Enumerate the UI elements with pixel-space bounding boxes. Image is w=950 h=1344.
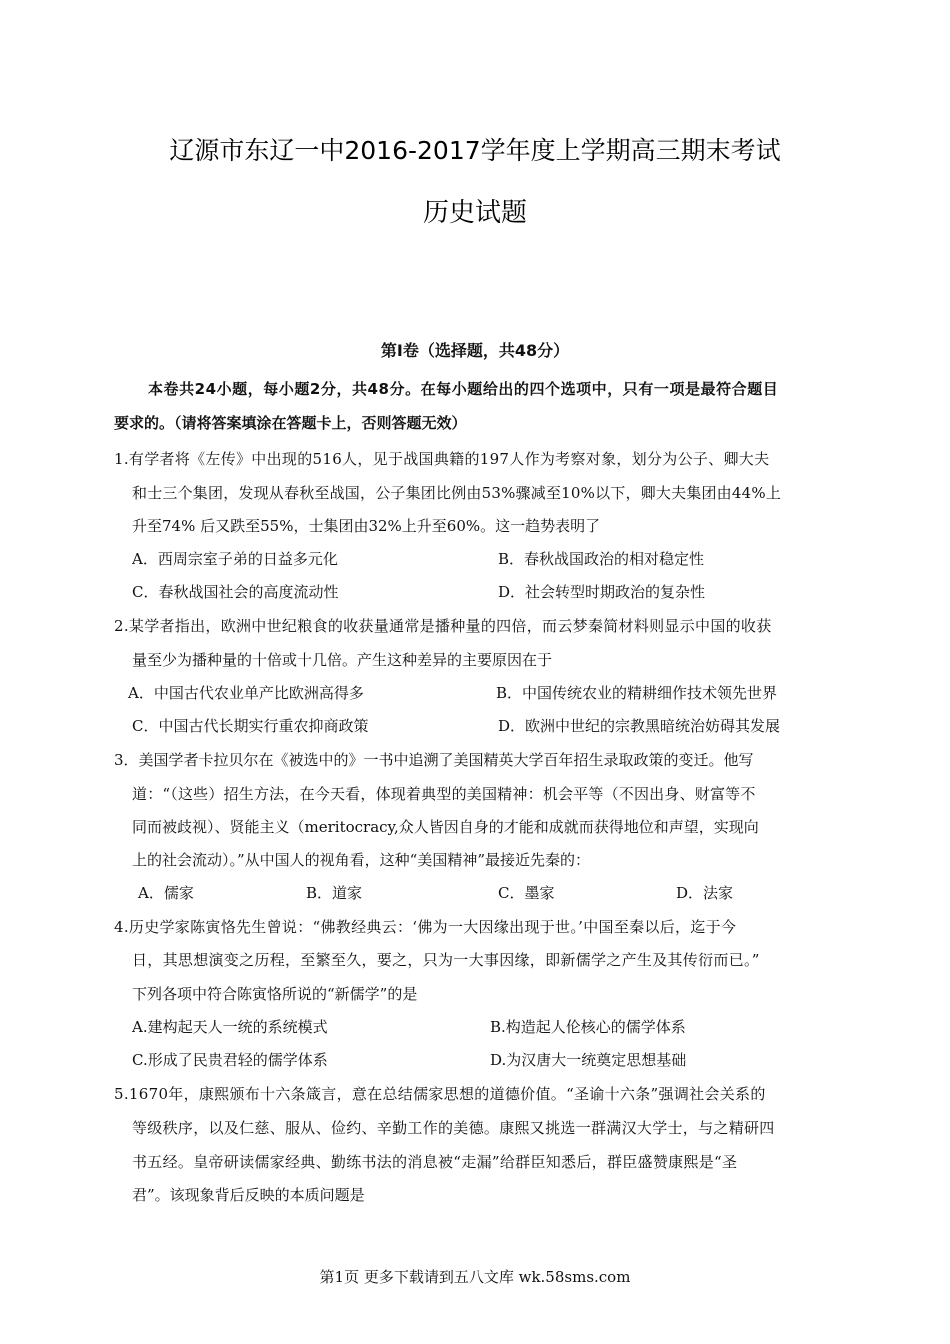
question-stem-line: 书五经。皇帝研读儒家经典、勤练书法的消息被“走漏”给群臣知悉后，群臣盛赞康熙是“圣 xyxy=(132,1153,738,1171)
option-c: C．墨家 xyxy=(498,884,555,902)
option-d: D.为汉唐大一统奠定思想基础 xyxy=(490,1051,687,1069)
instructions-line: 本卷共24小题，每小题2分，共48分。在每小题给出的四个选项中，只有一项是最符合题目 xyxy=(148,380,779,398)
option-b: B.构造起人伦核心的儒学体系 xyxy=(490,1018,686,1036)
option-a: A．中国古代农业单产比欧洲高得多 xyxy=(128,684,364,702)
question-stem-line: 1.有学者将《左传》中出现的516人，见于战国典籍的197人作为考察对象，划分为公子、卿大夫 xyxy=(114,450,770,468)
question-stem-line: 道：“（这些）招生方法，在今天看，体现着典型的美国精神：机会平等（不因出身、财富等不 xyxy=(132,785,756,803)
question-stem-line: 上的社会流动）。”从中国人的视角看，这种“美国精神”最接近先秦的： xyxy=(132,851,591,869)
exam-title: 辽源市东辽一中2016-2017学年度上学期高三期末考试 xyxy=(169,136,781,165)
option-a: A．儒家 xyxy=(138,884,194,902)
option-d: D．社会转型时期政治的复杂性 xyxy=(498,583,706,601)
question-stem-line: 和士三个集团，发现从春秋至战国，公子集团比例由53%骤减至10%以下，卿大夫集团由44%上 xyxy=(132,484,782,502)
question-stem-line: 3．美国学者卡拉贝尔在《被选中的》一书中追溯了美国精英大学百年招生录取政策的变迁。他写 xyxy=(114,751,754,769)
instructions-line: 要求的。（请将答案填涂在答题卡上，否则答题无效） xyxy=(114,414,467,432)
question-stem-line: 升至74% 后又跌至55%，士集团由32%上升至60%。这一趋势表明了 xyxy=(132,517,601,535)
section-title: 第Ⅰ卷（选择题，共48分） xyxy=(380,341,570,360)
option-c: C．中国古代长期实行重农抑商政策 xyxy=(132,717,369,735)
option-b: B．中国传统农业的精耕细作技术领先世界 xyxy=(496,684,778,702)
question-stem-line: 君”。该现象背后反映的本质问题是 xyxy=(132,1186,365,1204)
question-stem-line: 2.某学者指出，欧洲中世纪粮食的收获量通常是播种量的四倍，而云梦秦简材料则显示中国的收获 xyxy=(114,617,772,635)
option-d: D．法家 xyxy=(676,884,734,902)
page-footer: 第1页 更多下载请到五八文库 wk.58sms.com xyxy=(319,1268,631,1286)
option-a: A.建构起天人一统的系统模式 xyxy=(132,1018,328,1036)
question-stem-line: 5.1670年，康熙颁布十六条箴言，意在总结儒家思想的道德价值。“圣谕十六条”强调社会关系的 xyxy=(114,1085,766,1103)
question-stem-line: 日，其思想演变之历程，至繁至久，要之，只为一大事因缘，即新儒学之产生及其传衍而已。” xyxy=(132,951,760,969)
option-c: C.形成了民贵君轻的儒学体系 xyxy=(132,1051,328,1069)
question-stem-line: 同而被歧视）、贤能主义（meritocracy,众人皆因自身的才能和成就而获得地位和声望，实现向 xyxy=(132,818,759,836)
exam-subtitle: 历史试题 xyxy=(422,198,527,228)
option-b: B．道家 xyxy=(306,884,363,902)
option-a: A．西周宗室子弟的日益多元化 xyxy=(132,550,338,568)
question-stem-line: 等级秩序，以及仁慈、服从、俭约、辛勤工作的美德。康熙又挑选一群满汉大学士，与之精研四 xyxy=(132,1119,775,1137)
option-c: C．春秋战国社会的高度流动性 xyxy=(132,583,339,601)
question-stem-line: 下列各项中符合陈寅恪所说的“新儒学”的是 xyxy=(132,985,418,1003)
question-stem-line: 量至少为播种量的十倍或十几倍。产生这种差异的主要原因在于 xyxy=(132,651,553,669)
option-b: B．春秋战国政治的相对稳定性 xyxy=(498,550,705,568)
question-stem-line: 4.历史学家陈寅恪先生曾说：“佛教经典云：‘佛为一大因缘出现于世。’中国至秦以后，迄于今 xyxy=(114,918,737,936)
option-d: D．欧洲中世纪的宗教黑暗统治妨碍其发展 xyxy=(498,717,781,735)
